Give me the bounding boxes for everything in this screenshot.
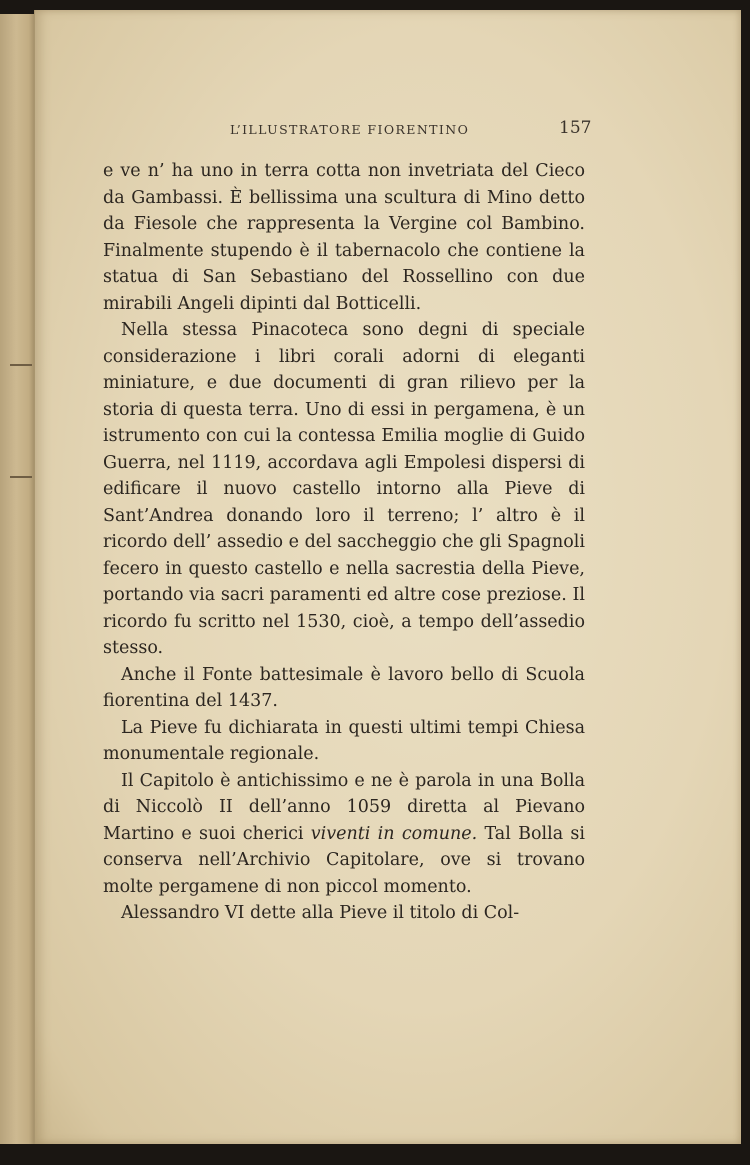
paragraph-text: Il Capitolo è antichissimo e ne è parola in una Bolla di Niccolò II dell’anno 1059 diretta al Pievano Martino e suoi cherici	[103, 770, 585, 844]
paragraph: La Pieve fu dichiarata in questi ultimi tempi Chiesa monumentale regionale.	[103, 717, 585, 764]
italic-phrase: viventi in comune.	[310, 823, 478, 844]
paragraph	[103, 768, 585, 901]
paragraph: Nella stessa Pinacoteca sono degni di speciale considerazione i libri corali adorni di eleganti miniature, e due documenti di gran rilievo per la storia di questa terra. Uno di essi in pergamena, è un istrumento con cui la contessa Emilia moglie di Guido Guerra, nel 1119, accordava agli Empolesi dispersi di edificare il nuovo castello intorno alla Pieve di Sant’Andrea donando loro il terreno; l’ altro è il ricordo dell’ assedio e del saccheggio che gli Spagnoli fecero in questo castello e nella sacrestia della Pieve, portando via sacri paramenti ed altre cose preziose. Il ricordo fu scritto nel 1530, cioè, a tempo dell’assedio stesso.	[103, 320, 585, 658]
paragraph-text: Tal Bolla si conserva nell’Archivio Capitolare, ove si trovano molte pergamene di non piccol momento.	[103, 823, 585, 897]
previous-page-edge	[0, 14, 37, 1144]
body-text	[103, 158, 585, 927]
book-page	[34, 10, 741, 1144]
binding-thread	[10, 476, 32, 478]
paragraph: Alessandro VI dette alla Pieve il titolo di Col-	[121, 903, 520, 923]
paragraph: e ve n’ ha uno in terra cotta non invetriata del Cieco da Gambassi. È bellissima una scultura di Mino detto da Fiesole che rappresenta la Vergine col Bambino. Finalmente stupendo è il tabernacolo che contiene la statua di San Sebastiano del Rossellino con due mirabili Angeli dipinti dal Botticelli.	[103, 161, 585, 314]
binding-thread	[10, 364, 32, 366]
page-number: 157	[559, 118, 592, 138]
page-header	[35, 118, 741, 142]
running-title: L’ILLUSTRATORE FIORENTINO	[230, 122, 470, 137]
paragraph: Anche il Fonte battesimale è lavoro bello di Scuola fiorentina del 1437.	[103, 664, 585, 711]
